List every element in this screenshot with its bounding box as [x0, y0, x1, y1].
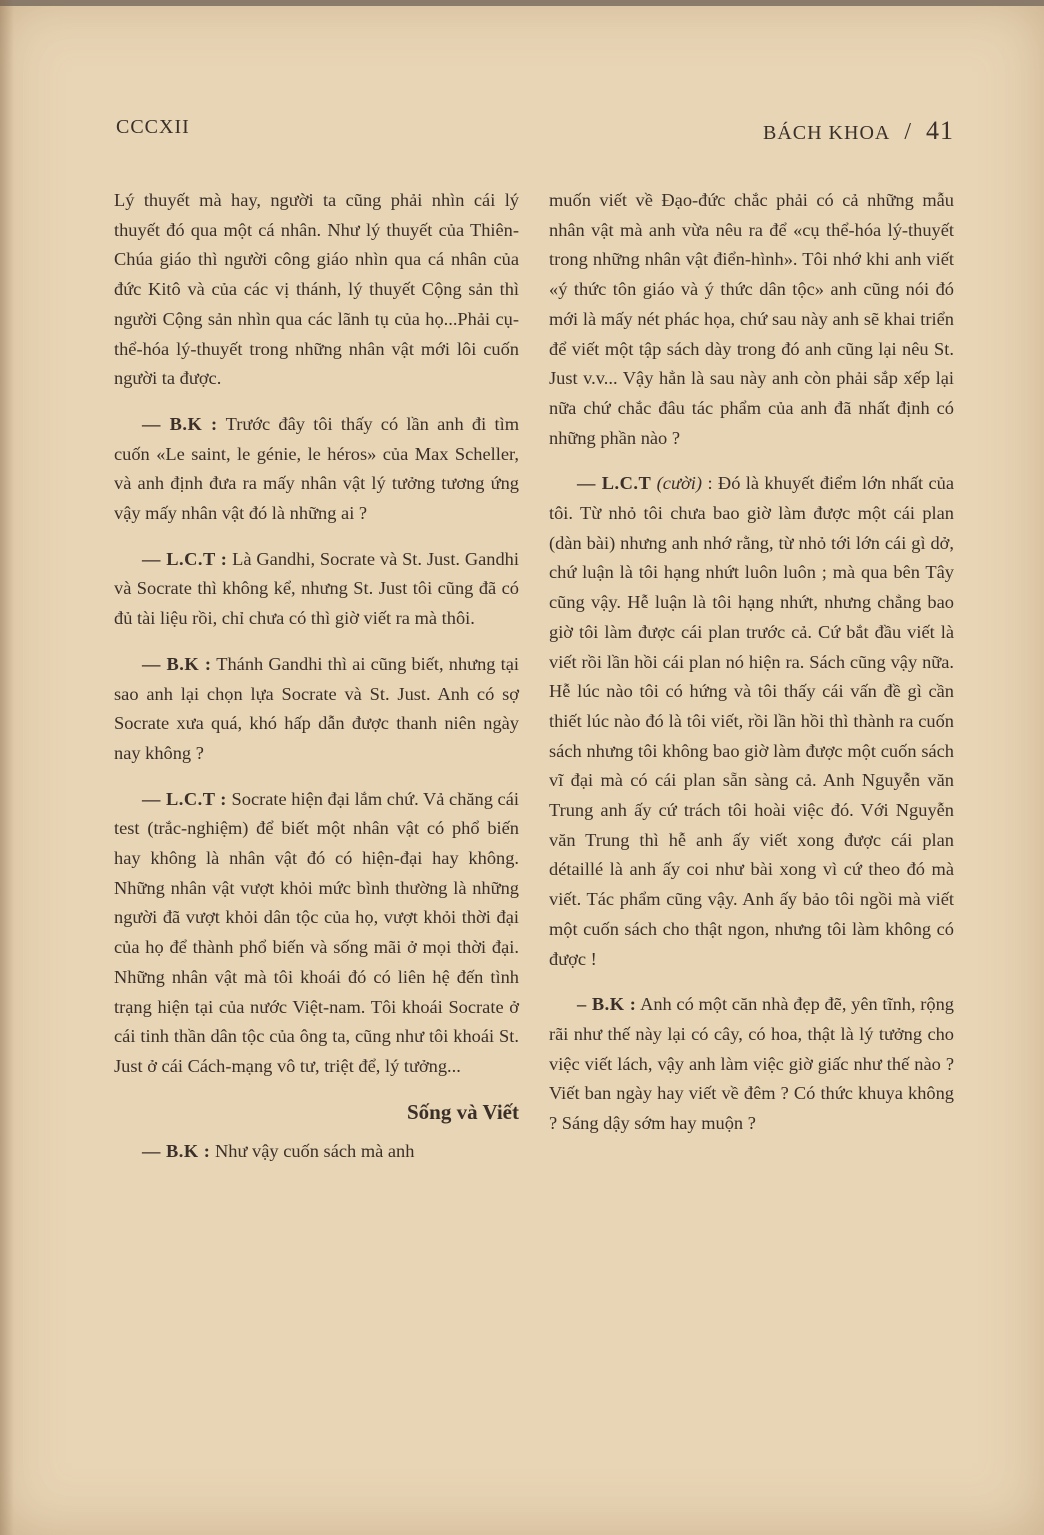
left-column [114, 186, 519, 1183]
dialogue-paragraph [549, 469, 954, 974]
dialogue-text: Là Gandhi, Socrate và St. Just. Gandhi và Socrate thì không kể, nhưng St. Just tôi cũng đã có đủ tài liệu rồi, chỉ chưa có thì giờ viết ra mà thôi. [114, 548, 519, 629]
section-heading: Sống và Viết [406, 1099, 519, 1124]
speaker-label: — B.K : [142, 413, 218, 434]
dialogue-text: Anh có một căn nhà đẹp đẽ, yên tĩnh, rộng rãi như thế này lại có cây, có hoa, thật là lý tưởng cho việc viết lách, vậy anh làm việc giờ giấc như thế nào ? Viết ban ngày hay viết về đêm ? Có thức khuya không ? Sáng dậy sớm hay muộn ? [549, 994, 954, 1134]
dialogue-text: Thánh Gandhi thì ai cũng biết, nhưng tại sao anh lại chọn lựa Socrate và St. Just. Anh có sợ Socrate xưa quá, khó hấp dẫn được thanh niên ngày nay không ? [114, 653, 520, 763]
dialogue-paragraph [114, 1137, 519, 1167]
dialogue-paragraph [114, 545, 519, 634]
page-top-edge [0, 0, 1044, 6]
dialogue-paragraph [114, 410, 519, 529]
stage-direction: (cười) [656, 473, 703, 494]
magazine-title: BÁCH KHOA [762, 122, 891, 144]
dialogue-paragraph [549, 990, 954, 1139]
speaker-label: — L.C.T : [142, 788, 227, 809]
page-number: 41 [926, 116, 954, 145]
dialogue-text: : Đó là khuyết điểm lớn nhất của tôi. Từ nhỏ tôi chưa bao giờ làm được một cái plan (dàn bài) nhưng anh nhớ rằng, từ nhỏ tới lớn cái gì dở, chứ luận là tôi hạng nhứt luôn luôn ; mà qua bên Tây cũng vậy. Hễ luận là tôi hạng nhứt, nhưng chẳng bao giờ tôi làm được cái plan trước cả. Cứ bắt đầu viết là viết rồi lần hồi cái plan nó hiện ra. Sách cũng vậy nữa. Hễ lúc nào tôi có hứng và tôi thấy cái vấn đề gì cần thiết lúc nào đó là tôi viết, rồi lần hồi thì thành ra cuốn sách nhưng tôi không bao giờ làm được một cuốn sách vĩ đại mà có cái plan sẵn sàng cả. Anh Nguyễn văn Trung anh ấy cứ trách tôi hoài việc đó. Với Nguyễn văn Trung thì hễ anh ấy viết xong được cái plan détaillé là anh ấy coi như bài xong vì cứ theo đó mà viết. Tác phẩm cũng vậy. Anh ấy bảo tôi ngồi mà viết một cuốn sách cho thật ngon, nhưng tôi làm không có được ! [549, 473, 954, 969]
dialogue-text: Trước đây tôi thấy có lần anh đi tìm cuốn «Le saint, le génie, le héros» của Max Scheller, và anh định đưa ra mấy nhân vật lý tưởng tương ứng vậy mấy nhân vật đó là những ai ? [114, 413, 519, 524]
speaker-label: — B.K : [142, 1141, 211, 1162]
dialogue-text: Như vậy cuốn sách mà anh [215, 1141, 415, 1162]
dialogue-text: Socrate hiện đại lắm chứ. Vả chăng cái test (trắc-nghiệm) để biết một nhân vật có phổ biến hay không là nhân vật đó có hiện-đại hay không. Những nhân vật vượt khỏi mức bình thường là những người đã vượt khỏi dân tộc của họ, vượt khỏi thời đại của họ để thành phổ biến và sống mãi ở mọi thời đại. Những nhân vật mà tôi khoái đó có liên hệ đến tình trạng hiện tại của nước Việt-nam. Tôi khoái Socrate ở cái tinh thần dân tộc của ông ta, cũng như tôi khoái St. Just ở cái Cách-mạng vô tư, triệt để, lý tưởng... [114, 788, 519, 1076]
header-separator: / [904, 119, 912, 145]
speaker-label: — B.K : [142, 653, 212, 674]
speaker-label: — L.C.T [577, 473, 652, 494]
dialogue-paragraph [114, 785, 519, 1082]
paragraph: muốn viết về Đạo-đức chắc phải có cả những mẫu nhân vật mà anh vừa nêu ra để «cụ thể-hóa lý-thuyết trong những nhân vật điển-hình». Tôi nhớ khi anh viết «ý thức tôn giáo và ý thức dân tộc» anh cũng nói đó mới là mấy nét phác họa, chứ sau này anh sẽ khai triển để viết một tập sách dày trong đó anh cũng lại nêu St. Just v.v... Vậy hẳn là sau này anh còn phải sắp xếp lại nữa chứ chắc đâu tác phẩm của anh đã nhất định có những phần nào ? [549, 190, 954, 448]
speaker-label: — L.C.T : [142, 548, 228, 569]
running-header-right [763, 116, 954, 146]
paragraph: Lý thuyết mà hay, người ta cũng phải nhìn cái lý thuyết đó qua một cá nhân. Như lý thuyết của Thiên-Chúa giáo thì người công giáo nhìn qua cá nhân của đức Kitô và của các vị thánh, lý thuyết Cộng sản thì người Cộng sản nhìn qua các lãnh tụ của họ...Phải cụ-thể-hóa lý-thuyết trong những nhân vật mới lôi cuốn người ta được. [114, 190, 519, 389]
right-column [549, 186, 954, 1155]
page-binding-shadow [0, 0, 14, 1535]
speaker-label: – B.K : [577, 994, 637, 1015]
running-header-volume: CCCXII [116, 116, 190, 138]
dialogue-paragraph [114, 650, 519, 769]
